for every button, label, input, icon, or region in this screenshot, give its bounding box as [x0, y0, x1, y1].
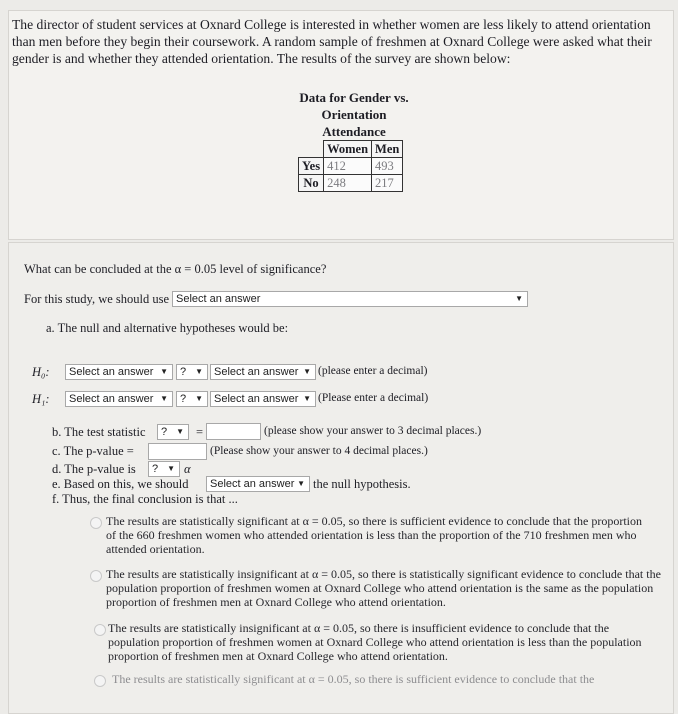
decision-select[interactable]	[206, 476, 310, 492]
conclusion-radio-1[interactable]	[90, 517, 102, 529]
h0-parameter-value: Select an answer	[69, 366, 154, 378]
row-label: No	[299, 175, 324, 192]
chevron-down-icon: ▼	[160, 394, 168, 403]
test-statistic-select-value: ?	[161, 426, 168, 438]
h1-relation-value: ?	[180, 393, 187, 405]
chevron-down-icon: ▼	[297, 479, 305, 488]
h1-value-select[interactable]	[210, 391, 316, 407]
header-women: Women	[324, 141, 372, 158]
test-statistic-select[interactable]	[157, 424, 189, 440]
conclusion-option-2: The results are statistically insignificant at α = 0.05, so there is statistically significant evidence to conclude that the population proportion of freshmen women at Oxnard College who attend orientation is the same as the population proportion of freshmen men at Oxnard College who attend orientation.	[106, 567, 661, 609]
conclusion-radio-4[interactable]	[94, 675, 106, 687]
problem-intro: The director of student services at Oxnard College is interested in whether women are less likely to attend orientation than men before they begin their coursework. A random sample of freshmen at Oxnard College were asked what their gender is and whether they attended orientation. The results of the survey are shown below:	[12, 17, 652, 66]
table-row	[299, 158, 403, 175]
row-label: Yes	[299, 158, 324, 175]
h0-hint: (please enter a decimal)	[318, 365, 428, 377]
chevron-down-icon: ▼	[160, 367, 168, 376]
part-b-hint: (please show your answer to 3 decimal places.)	[264, 425, 482, 437]
table-title: Data for Gender vs. Orientation Attendance	[299, 90, 409, 139]
part-e-tail: the null hypothesis.	[313, 477, 411, 491]
chevron-down-icon: ▼	[176, 427, 184, 436]
p-value-compare-value: ?	[152, 463, 159, 475]
cell-yes-men: 493	[372, 158, 403, 175]
h1-relation-select[interactable]	[176, 391, 208, 407]
cell-yes-women: 412	[324, 158, 372, 175]
chevron-down-icon: ▼	[303, 367, 311, 376]
p-value-compare-select[interactable]	[148, 461, 180, 477]
study-prompt: For this study, we should use	[24, 292, 170, 306]
alpha-symbol: α	[184, 462, 191, 476]
h0-relation-value: ?	[180, 366, 187, 378]
part-c-text: c. The p-value =	[52, 444, 134, 458]
conclusion-radio-3[interactable]	[94, 624, 106, 636]
conclusion-option-1: The results are statistically significant at α = 0.05, so there is sufficient evidence to conclude that the proportion of the 660 freshmen women who attended orientation is less than the proportion of the 710 freshmen men who attended orientation.	[106, 514, 643, 556]
h0-relation-select[interactable]	[176, 364, 208, 380]
h1-value-value: Select an answer	[214, 393, 299, 405]
table-row	[299, 175, 403, 192]
equals-sign: =	[196, 425, 204, 439]
h0-value-select[interactable]	[210, 364, 316, 380]
chevron-down-icon: ▼	[515, 294, 523, 303]
question-text: What can be concluded at the α = 0.05 level of significance?	[24, 262, 327, 276]
data-table	[298, 140, 403, 192]
part-a-text: a. The null and alternative hypotheses would be:	[46, 321, 289, 335]
cell-no-men: 217	[372, 175, 403, 192]
h0-label: H₀:	[32, 365, 50, 379]
decision-select-value: Select an answer	[210, 478, 295, 490]
chevron-down-icon: ▼	[195, 367, 203, 376]
test-statistic-input[interactable]	[206, 423, 261, 440]
h1-hint: (Please enter a decimal)	[318, 392, 429, 404]
table-corner	[299, 141, 324, 158]
h1-parameter-value: Select an answer	[69, 393, 154, 405]
part-e-text: e. Based on this, we should	[52, 477, 189, 491]
conclusion-radio-2[interactable]	[90, 570, 102, 582]
p-value-input[interactable]	[148, 443, 207, 460]
h0-parameter-select[interactable]	[65, 364, 173, 380]
conclusion-option-3: The results are statistically insignificant at α = 0.05, so there is insufficient evidence to conclude that the population proportion of freshmen women at Oxnard College who attend orientation is less than the population proportion of freshmen men at Oxnard College who attend orientation.	[108, 621, 642, 663]
cell-no-women: 248	[324, 175, 372, 192]
part-d-text: d. The p-value is	[52, 462, 136, 476]
part-c-hint: (Please show your answer to 4 decimal places.)	[210, 445, 428, 457]
h1-label: H₁:	[32, 392, 50, 406]
chevron-down-icon: ▼	[303, 394, 311, 403]
header-men: Men	[372, 141, 403, 158]
chevron-down-icon: ▼	[167, 464, 175, 473]
chevron-down-icon: ▼	[195, 394, 203, 403]
part-b-text: b. The test statistic	[52, 425, 146, 439]
conclusion-option-4: The results are statistically significant at α = 0.05, so there is sufficient evidence to conclude that the	[112, 672, 595, 686]
test-type-select-value: Select an answer	[176, 293, 261, 305]
h0-value-value: Select an answer	[214, 366, 299, 378]
h1-parameter-select[interactable]	[65, 391, 173, 407]
test-type-select[interactable]	[172, 291, 528, 307]
part-f-text: f. Thus, the final conclusion is that ...	[52, 492, 238, 506]
